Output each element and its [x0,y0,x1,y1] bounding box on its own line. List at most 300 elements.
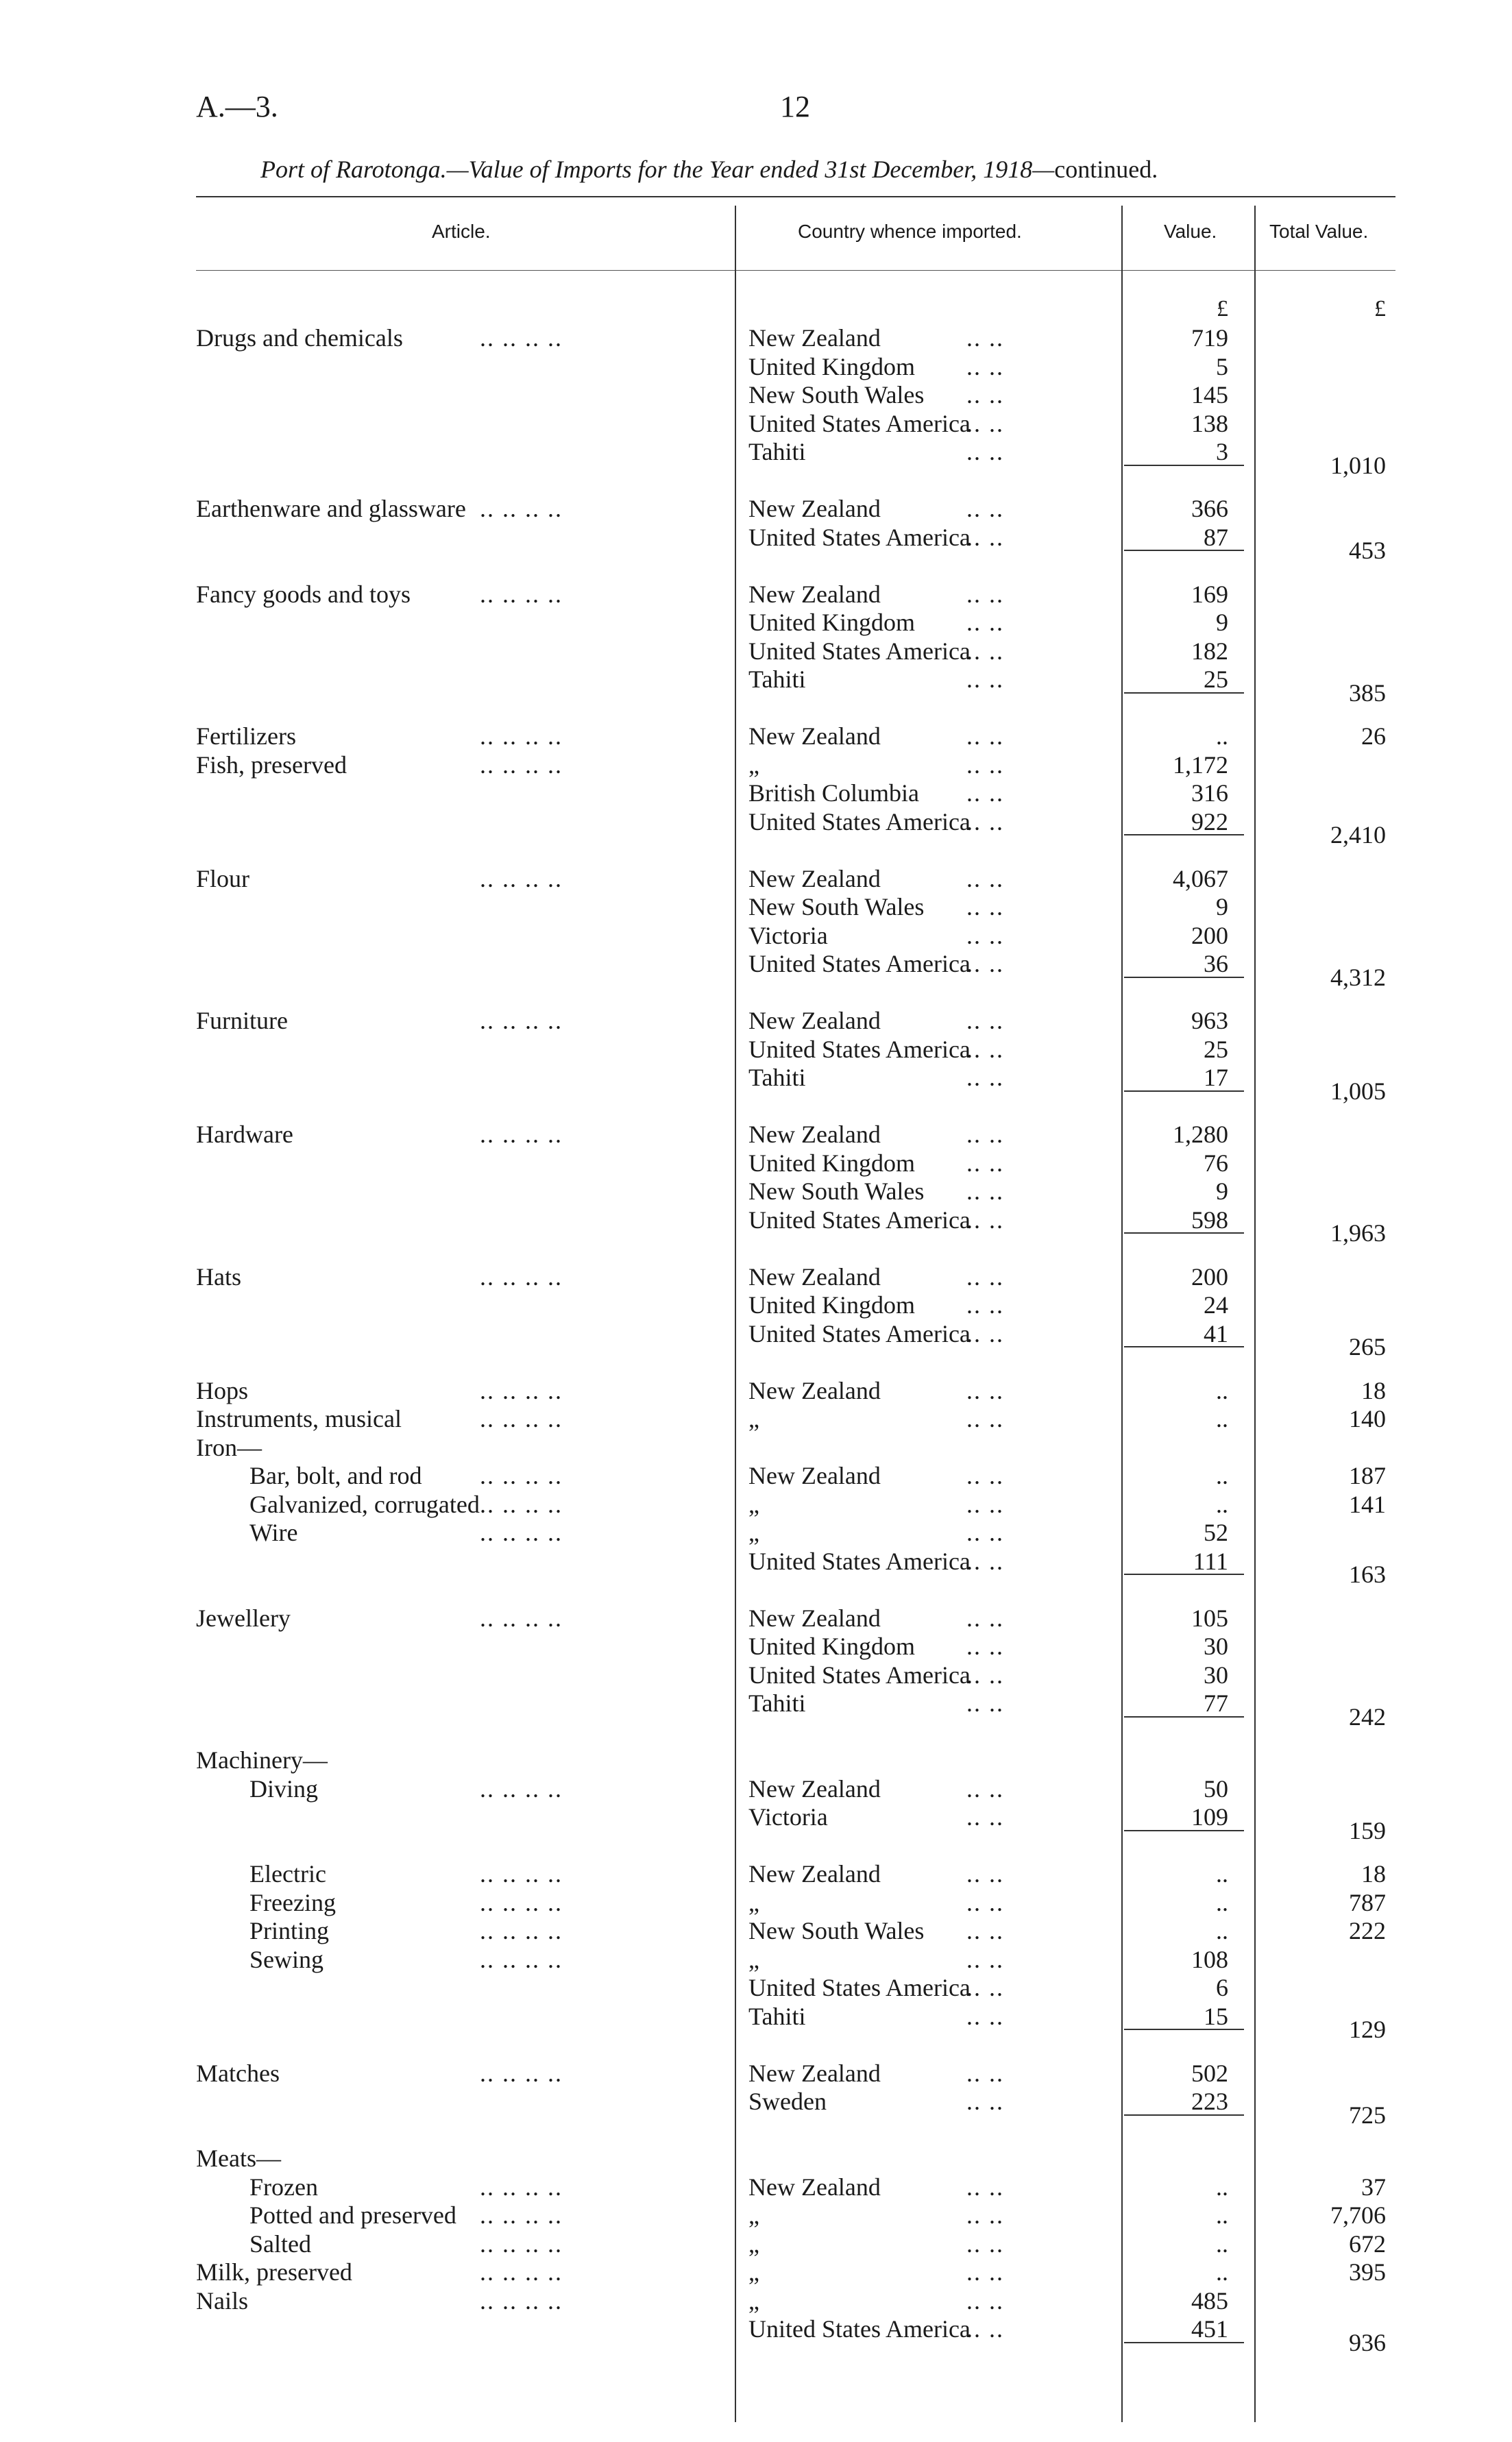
value-cell: 25 [1204,1035,1228,1063]
article-cell: Hardware [196,1121,293,1148]
table-row [0,722,1512,750]
subtotal-rule [1124,1346,1244,1347]
table-row [0,380,1512,409]
article-leader-dots: .. .. .. .. [480,1490,563,1518]
article-leader-dots: .. .. .. .. [480,495,563,522]
article-cell: Hops [196,1376,249,1404]
country-cell: New Zealand [748,864,881,892]
article-leader-dots: .. .. .. .. [480,864,563,892]
country-leader-dots: .. .. [966,1917,1004,1944]
value-cell: .. [1216,722,1228,750]
country-cell: „ [748,1519,759,1546]
country-cell: New Zealand [748,1774,881,1803]
table-row [0,1774,1512,1803]
country-cell: United States America [748,1319,971,1347]
article-leader-dots: .. .. .. .. [480,1007,563,1034]
country-cell: Sweden [748,2088,827,2115]
total-value-cell: 37 [1361,2173,1386,2201]
table-row [0,1859,1512,1888]
column-header-article: Article. [432,221,491,242]
table-row [0,2173,1512,2201]
country-cell: British Columbia [748,779,920,807]
article-leader-dots: .. .. .. .. [480,1888,563,1916]
article-leader-dots: .. .. .. .. [480,1945,563,1973]
total-value-cell: 18 [1361,1376,1386,1404]
country-cell: New Zealand [748,722,881,750]
value-cell: 4,067 [1173,864,1228,892]
value-cell: 76 [1204,1149,1228,1177]
country-cell: United States America [748,1206,971,1234]
country-cell: New Zealand [748,1860,881,1888]
article-cell: Wire [249,1519,298,1546]
country-cell: United Kingdom [748,352,915,380]
value-currency-symbol: £ [1217,296,1228,321]
article-cell: Earthenware and glassware [196,495,466,522]
article-cell: Matches [196,2059,280,2087]
table-row [0,637,1512,666]
country-leader-dots: .. .. [966,2002,1004,2030]
value-cell: 36 [1204,950,1228,977]
total-value-cell: 4,312 [1330,963,1386,991]
table-row [0,352,1512,381]
value-cell: 719 [1191,324,1228,352]
total-value-cell: 129 [1349,2016,1386,2043]
article-cell: Iron— [196,1433,262,1461]
value-cell: .. [1216,2230,1228,2258]
subtotal-rule [1124,834,1244,835]
country-leader-dots: .. .. [966,722,1004,750]
top-rule [196,196,1395,197]
subtotal-rule [1124,1574,1244,1575]
article-leader-dots: .. .. .. .. [480,580,563,608]
value-cell: 108 [1191,1945,1228,1973]
article-leader-dots: .. .. .. .. [480,2173,563,2201]
table-row [0,1661,1512,1689]
document-reference: A.—3. [196,90,278,123]
article-cell: Bar, bolt, and rod [249,1462,422,1489]
country-leader-dots: .. .. [966,1661,1004,1689]
country-leader-dots: .. .. [966,2173,1004,2201]
value-cell: 485 [1191,2286,1228,2315]
article-leader-dots: .. .. .. .. [480,1774,563,1803]
value-cell: 963 [1191,1007,1228,1034]
total-value-cell: 395 [1349,2258,1386,2286]
country-leader-dots: .. .. [966,1604,1004,1632]
value-cell: 9 [1216,609,1228,636]
subtotal-rule [1124,1232,1244,1234]
article-cell: Fish, preserved [196,750,347,779]
country-leader-dots: .. .. [966,2286,1004,2315]
country-leader-dots: .. .. [966,950,1004,977]
article-cell: Potted and preserved [249,2201,456,2229]
table-row [0,1604,1512,1633]
country-leader-dots: .. .. [966,2201,1004,2229]
country-leader-dots: .. .. [966,1291,1004,1319]
total-value-cell: 672 [1349,2230,1386,2258]
country-leader-dots: .. .. [966,324,1004,352]
table-row [0,1632,1512,1661]
value-cell: .. [1216,1888,1228,1916]
country-leader-dots: .. .. [966,1177,1004,1205]
value-cell: .. [1216,1462,1228,1489]
country-cell: New Zealand [748,580,881,608]
article-leader-dots: .. .. .. .. [480,1860,563,1888]
article-cell: Drugs and chemicals [196,324,403,352]
country-cell: United Kingdom [748,1633,915,1660]
country-leader-dots: .. .. [966,2315,1004,2343]
country-leader-dots: .. .. [966,1689,1004,1717]
header-rule [196,270,1395,271]
country-leader-dots: .. .. [966,1376,1004,1404]
country-cell: „ [748,1490,759,1518]
country-cell: „ [748,1405,759,1432]
total-value-cell: 242 [1349,1702,1386,1731]
table-row [0,1262,1512,1291]
article-cell: Jewellery [196,1604,291,1632]
article-leader-dots: .. .. .. .. [480,2059,563,2087]
table-row [0,864,1512,893]
country-cell: United States America [748,1547,971,1575]
country-cell: United States America [748,1661,971,1689]
value-cell: 30 [1204,1661,1228,1689]
country-cell: New Zealand [748,1007,881,1034]
country-leader-dots: .. .. [966,807,1004,835]
country-leader-dots: .. .. [966,1547,1004,1575]
total-value-cell: 725 [1349,2101,1386,2129]
value-cell: 6 [1216,1974,1228,2001]
table-row [0,1376,1512,1405]
country-cell: New South Wales [748,381,925,408]
country-leader-dots: .. .. [966,779,1004,807]
total-value-cell: 936 [1349,2328,1386,2356]
value-cell: 41 [1204,1319,1228,1347]
total-currency-symbol: £ [1374,296,1386,321]
total-value-cell: 453 [1349,537,1386,564]
country-cell: Tahiti [748,2002,806,2030]
table-row [0,2144,1512,2173]
total-value-cell: 1,963 [1330,1219,1386,1247]
value-cell: 9 [1216,1177,1228,1205]
country-cell: New Zealand [748,324,881,352]
table-row [0,1945,1512,1974]
total-value-cell: 140 [1349,1405,1386,1432]
article-leader-dots: .. .. .. .. [480,2258,563,2286]
value-cell: .. [1216,1376,1228,1404]
value-cell: 30 [1204,1633,1228,1660]
value-cell: 9 [1216,893,1228,920]
table-row [0,779,1512,807]
article-cell: Salted [249,2230,311,2258]
country-cell: United States America [748,1035,971,1063]
country-cell: „ [748,1945,759,1973]
table-row [0,1404,1512,1433]
country-cell: New Zealand [748,2059,881,2087]
country-cell: New South Wales [748,893,925,920]
country-cell: New Zealand [748,495,881,522]
table-row [0,1120,1512,1149]
table-row [0,2230,1512,2258]
country-cell: New Zealand [748,2173,881,2201]
country-leader-dots: .. .. [966,523,1004,551]
country-leader-dots: .. .. [966,1149,1004,1177]
value-cell: 111 [1193,1547,1228,1575]
country-leader-dots: .. .. [966,1519,1004,1546]
subtotal-rule [1124,977,1244,978]
article-cell: Flour [196,864,250,892]
subtotal-rule [1124,550,1244,551]
subtotal-rule [1124,2114,1244,2116]
subtotal-rule [1124,692,1244,694]
value-cell: 598 [1191,1206,1228,1234]
country-leader-dots: .. .. [966,921,1004,949]
value-cell: 87 [1204,523,1228,551]
country-leader-dots: .. .. [966,1405,1004,1432]
value-cell: 316 [1191,779,1228,807]
total-value-cell: 222 [1349,1917,1386,1944]
country-leader-dots: .. .. [966,1803,1004,1831]
country-leader-dots: .. .. [966,1633,1004,1660]
table-row [0,1746,1512,1774]
table-row [0,494,1512,523]
column-header-value: Value. [1164,221,1217,242]
country-leader-dots: .. .. [966,1206,1004,1234]
country-leader-dots: .. .. [966,893,1004,920]
country-leader-dots: .. .. [966,1319,1004,1347]
value-cell: .. [1216,2258,1228,2286]
page-number: 12 [780,90,810,123]
country-cell: United Kingdom [748,1149,915,1177]
total-value-cell: 163 [1349,1561,1386,1588]
table-row [0,608,1512,637]
title-continued: continued. [1054,156,1158,183]
value-cell: 1,172 [1173,750,1228,779]
country-leader-dots: .. .. [966,864,1004,892]
table-row [0,2059,1512,2088]
title-main: Port of Rarotonga.—Value of Imports for the Year ended 31st December, 1918— [260,156,1055,183]
table-row [0,1973,1512,2002]
country-leader-dots: .. .. [966,409,1004,437]
value-cell: 3 [1216,438,1228,465]
article-cell: Diving [249,1774,319,1803]
table-row [0,1518,1512,1547]
country-leader-dots: .. .. [966,666,1004,693]
table-row [0,1006,1512,1035]
country-leader-dots: .. .. [966,495,1004,522]
table-row [0,1149,1512,1177]
country-leader-dots: .. .. [966,2088,1004,2115]
table-row [0,750,1512,779]
value-cell: 15 [1204,2002,1228,2030]
subtotal-rule [1124,2029,1244,2030]
table-row [0,580,1512,609]
value-cell: .. [1216,1860,1228,1888]
total-value-cell: 787 [1349,1888,1386,1916]
country-leader-dots: .. .. [966,609,1004,636]
value-cell: 25 [1204,666,1228,693]
article-cell: Furniture [196,1007,288,1034]
value-cell: .. [1216,1490,1228,1518]
country-cell: United States America [748,950,971,977]
article-cell: Electric [249,1860,326,1888]
article-leader-dots: .. .. .. .. [480,1121,563,1148]
table-row [0,409,1512,438]
article-cell: Instruments, musical [196,1405,402,1432]
value-cell: 182 [1191,637,1228,665]
value-cell: 145 [1191,381,1228,408]
total-value-cell: 265 [1349,1333,1386,1360]
country-cell: United States America [748,1974,971,2001]
country-cell: „ [748,2230,759,2258]
country-leader-dots: .. .. [966,2059,1004,2087]
total-value-cell: 1,005 [1330,1077,1386,1105]
country-leader-dots: .. .. [966,1860,1004,1888]
subtotal-rule [1124,1716,1244,1718]
country-cell: „ [748,750,759,779]
country-leader-dots: .. .. [966,1121,1004,1148]
country-cell: New South Wales [748,1177,925,1205]
country-leader-dots: .. .. [966,438,1004,465]
value-cell: 451 [1191,2315,1228,2343]
article-cell: Sewing [249,1945,324,1973]
country-cell: United States America [748,2315,971,2343]
value-cell: 5 [1216,352,1228,380]
value-cell: 200 [1191,921,1228,949]
country-cell: Tahiti [748,1064,806,1091]
country-leader-dots: .. .. [966,1262,1004,1291]
article-cell: Fertilizers [196,722,296,750]
subtotal-rule [1124,1090,1244,1092]
article-leader-dots: .. .. .. .. [480,722,563,750]
total-value-cell: 159 [1349,1816,1386,1844]
subtotal-rule [1124,465,1244,466]
value-cell: 1,280 [1173,1121,1228,1148]
country-cell: United States America [748,409,971,437]
article-leader-dots: .. .. .. .. [480,1405,563,1432]
article-cell: Machinery— [196,1746,328,1774]
country-cell: Victoria [748,1803,828,1831]
country-cell: „ [748,2258,759,2286]
country-cell: United States America [748,807,971,835]
value-cell: 200 [1191,1262,1228,1291]
value-cell: 922 [1191,807,1228,835]
article-cell: Frozen [249,2173,318,2201]
country-cell: New Zealand [748,1604,881,1632]
article-leader-dots: .. .. .. .. [480,2201,563,2229]
country-leader-dots: .. .. [966,1888,1004,1916]
value-cell: 50 [1204,1774,1228,1803]
table-row [0,1490,1512,1519]
country-leader-dots: .. .. [966,580,1004,608]
country-leader-dots: .. .. [966,750,1004,779]
value-cell: 109 [1191,1803,1228,1831]
total-value-cell: 18 [1361,1860,1386,1888]
table-row [0,2286,1512,2315]
total-value-cell: 385 [1349,679,1386,707]
total-value-cell: 141 [1349,1490,1386,1518]
article-cell: Hats [196,1262,241,1291]
article-cell: Freezing [249,1888,336,1916]
article-leader-dots: .. .. .. .. [480,1917,563,1944]
value-cell: 366 [1191,495,1228,522]
country-cell: New Zealand [748,1262,881,1291]
article-leader-dots: .. .. .. .. [480,1519,563,1546]
article-cell: Printing [249,1917,330,1944]
total-value-cell: 1,010 [1330,451,1386,479]
table-row [0,1888,1512,1917]
article-leader-dots: .. .. .. .. [480,1604,563,1632]
table-row [0,2201,1512,2230]
value-cell: .. [1216,1405,1228,1432]
article-cell: Galvanized, corrugated [249,1490,480,1518]
country-cell: New South Wales [748,1917,925,1944]
country-leader-dots: .. .. [966,2258,1004,2286]
country-cell: United States America [748,637,971,665]
table-row [0,892,1512,921]
table-row [0,1035,1512,1064]
article-cell: Fancy goods and toys [196,580,411,608]
total-value-cell: 187 [1349,1462,1386,1489]
country-leader-dots: .. .. [966,1490,1004,1518]
value-cell: .. [1216,2173,1228,2201]
value-cell: 77 [1204,1689,1228,1717]
value-cell: 52 [1204,1519,1228,1546]
country-cell: „ [748,1888,759,1916]
country-leader-dots: .. .. [966,1007,1004,1034]
column-header-total: Total Value. [1269,221,1369,242]
country-leader-dots: .. .. [966,1035,1004,1063]
country-leader-dots: .. .. [966,1945,1004,1973]
country-cell: Victoria [748,921,828,949]
country-leader-dots: .. .. [966,2230,1004,2258]
article-leader-dots: .. .. .. .. [480,2286,563,2315]
country-leader-dots: .. .. [966,381,1004,408]
table-row [0,2258,1512,2286]
country-cell: United States America [748,523,971,551]
table-row [0,1177,1512,1206]
value-cell: 138 [1191,409,1228,437]
total-value-cell: 7,706 [1330,2201,1386,2229]
country-leader-dots: .. .. [966,352,1004,380]
value-cell: 223 [1191,2088,1228,2115]
table-row [0,323,1512,352]
country-cell: New Zealand [748,1121,881,1148]
table-row [0,1433,1512,1462]
country-cell: Tahiti [748,438,806,465]
country-leader-dots: .. .. [966,1974,1004,2001]
country-cell: New Zealand [748,1376,881,1404]
country-cell: United Kingdom [748,609,915,636]
table-row [0,1291,1512,1319]
article-leader-dots: .. .. .. .. [480,324,563,352]
value-cell: .. [1216,2201,1228,2229]
country-cell: „ [748,2201,759,2229]
article-leader-dots: .. .. .. .. [480,1262,563,1291]
value-cell: 502 [1191,2059,1228,2087]
article-leader-dots: .. .. .. .. [480,2230,563,2258]
article-leader-dots: .. .. .. .. [480,1462,563,1489]
article-cell: Meats— [196,2145,281,2172]
table-row [0,1916,1512,1945]
page-title [260,155,1158,184]
country-leader-dots: .. .. [966,1462,1004,1489]
value-cell: 105 [1191,1604,1228,1632]
total-value-cell: 2,410 [1330,821,1386,848]
article-cell: Nails [196,2286,248,2315]
subtotal-rule [1124,2342,1244,2343]
country-cell: „ [748,2286,759,2315]
country-leader-dots: .. .. [966,1064,1004,1091]
total-value-cell: 26 [1361,722,1386,750]
